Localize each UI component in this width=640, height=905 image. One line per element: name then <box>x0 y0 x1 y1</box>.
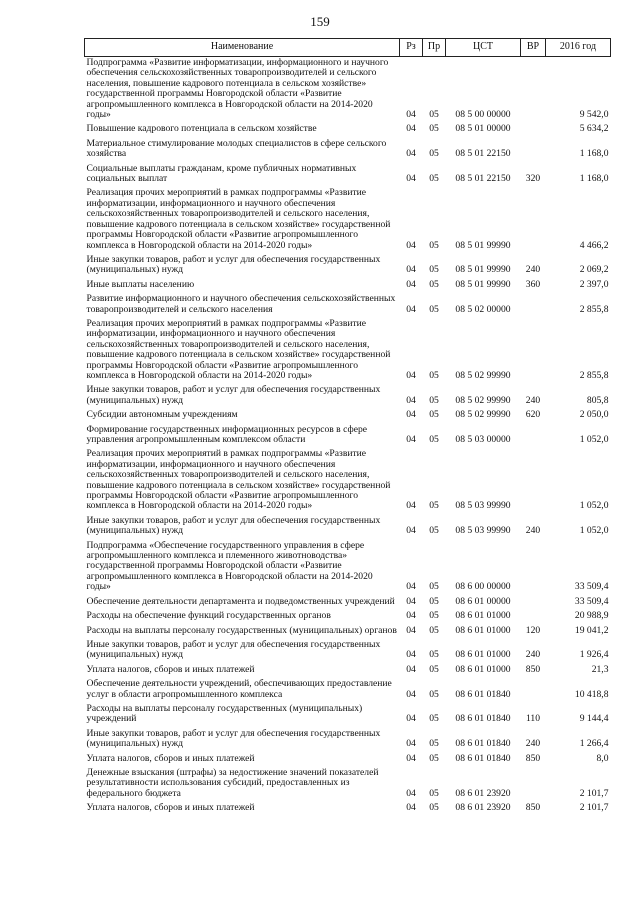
table-row <box>85 540 611 596</box>
cell-cst: 08 5 02 99990 <box>455 369 511 381</box>
cell-name: Расходы на обеспечение функций государственных органов <box>86 610 331 622</box>
cell-amount: 9 542,0 <box>579 109 609 121</box>
cell-name: Материальное стимулирование молодых специалистов в сфере сельского хозяйства <box>86 137 387 160</box>
cell-pr: 05 <box>429 610 439 622</box>
cell-vr: 850 <box>525 663 541 675</box>
cell-pr: 05 <box>429 525 439 537</box>
cell-name: Иные выплаты населению <box>86 278 195 290</box>
column-header-rz: Рз <box>400 39 423 57</box>
cell-cst: 08 5 03 99990 <box>455 500 511 512</box>
cell-cst: 08 5 01 22150 <box>455 148 511 160</box>
cell-name: Иные закупки товаров, работ и услуг для обеспечения государственных (муниципальных) нужд <box>86 384 381 406</box>
cell-name: Реализация прочих мероприятий в рамках подпрограммы «Развитие информатизации, информационного и научного обеспечения сельскохозяйственных товаропроизводителей и сельского населения, повышение кадрового потенциала в сельском хозяйстве» государственной программы Новгородской области «Развитие агропромышленного комплекса в Новгородской области на 2014-2020 годы» <box>86 448 391 512</box>
table-row <box>85 409 611 423</box>
cell-vr: 120 <box>525 624 541 636</box>
cell-pr: 05 <box>429 148 439 160</box>
cell-cst: 08 5 01 99990 <box>455 239 511 251</box>
column-header-vr: ВР <box>521 39 546 57</box>
cell-rz: 04 <box>406 752 416 764</box>
table-row <box>85 802 611 816</box>
cell-vr <box>521 57 546 124</box>
cell-pr: 05 <box>429 173 439 185</box>
cell-rz: 04 <box>406 434 416 445</box>
cell-amount: 2 050,0 <box>579 409 609 421</box>
cell-rz: 04 <box>406 787 416 799</box>
cell-name: Иные закупки товаров, работ и услуг для обеспечения государственных (муниципальных) нужд <box>86 253 381 276</box>
table-body <box>85 57 611 817</box>
cell-rz: 04 <box>406 802 416 814</box>
cell-rz: 04 <box>406 239 416 251</box>
cell-pr: 05 <box>429 787 439 799</box>
cell-pr: 05 <box>429 239 439 251</box>
cell-cst: 08 6 01 01000 <box>455 649 511 661</box>
cell-amount: 1 266,4 <box>579 738 609 750</box>
budget-table <box>84 38 611 817</box>
cell-cst: 08 5 01 99990 <box>455 264 511 276</box>
cell-name: Развитие информационного и научного обеспечения сельскохозяйственных товаропроизводителей и сельского населения <box>86 293 396 315</box>
cell-amount: 9 144,4 <box>579 713 609 725</box>
cell-pr: 05 <box>429 434 439 445</box>
cell-rz: 04 <box>406 688 416 700</box>
cell-pr: 05 <box>429 409 439 421</box>
cell-amount: 5 634,2 <box>579 123 609 135</box>
cell-amount: 2 069,2 <box>579 264 609 276</box>
cell-vr <box>521 424 546 449</box>
cell-vr: 110 <box>525 713 541 725</box>
cell-vr <box>521 767 546 802</box>
cell-rz: 04 <box>406 264 416 276</box>
cell-pr: 05 <box>429 109 439 121</box>
cell-rz: 04 <box>406 109 416 121</box>
cell-amount: 33 509,4 <box>574 595 609 607</box>
cell-name: Иные закупки товаров, работ и услуг для обеспечения государственных (муниципальных) нужд <box>86 727 381 750</box>
cell-name: Подпрограмма «Развитие информатизации, информационного и научного обеспечения сельскохозяйственных товаропроизводителей и сельского населения, повышение кадрового потенциала в сельском хозяйстве» государственной программы Новгородской области «Развитие агропромышленного комплекса в Новгородской области на 2014-2020 годы» <box>86 57 389 121</box>
cell-name: Уплата налогов, сборов и иных платежей <box>86 663 255 675</box>
cell-cst: 08 6 01 01000 <box>455 624 511 636</box>
cell-vr <box>521 187 546 253</box>
table-row <box>85 678 611 703</box>
table-row <box>85 448 611 514</box>
table-row <box>85 138 611 163</box>
table-row <box>85 293 611 318</box>
cell-cst: 08 6 00 00000 <box>455 581 511 593</box>
cell-amount: 1 052,0 <box>579 500 609 512</box>
table-row <box>85 703 611 728</box>
cell-name: Субсидии автономным учреждениям <box>86 409 238 421</box>
cell-cst: 08 6 01 01840 <box>455 713 511 725</box>
cell-name: Реализация прочих мероприятий в рамках подпрограммы «Развитие информатизации, информационного и научного обеспечения сельскохозяйственных товаропроизводителей и сельского населения, повышение кадрового потенциала в сельском хозяйстве» государственной программы Новгородской области «Развитие агропромышленного комплекса в Новгородской области на 2014-2020 годы» <box>86 187 391 251</box>
cell-rz: 04 <box>406 173 416 185</box>
cell-name: Обеспечение деятельности департамента и подведомственных учреждений <box>86 595 395 607</box>
cell-vr: 360 <box>525 278 541 290</box>
cell-amount: 1 926,4 <box>579 649 609 661</box>
cell-vr: 240 <box>525 649 541 661</box>
cell-cst: 08 6 01 01840 <box>455 752 511 764</box>
cell-amount: 2 855,8 <box>579 369 609 381</box>
cell-rz: 04 <box>406 409 416 421</box>
cell-rz: 04 <box>406 663 416 675</box>
cell-name: Уплата налогов, сборов и иных платежей <box>86 752 255 764</box>
table-row <box>85 610 611 624</box>
table-row <box>85 163 611 188</box>
cell-rz: 04 <box>406 123 416 135</box>
cell-cst: 08 6 01 23920 <box>455 802 511 814</box>
page-number: 159 <box>310 14 330 29</box>
cell-pr: 05 <box>429 500 439 512</box>
cell-pr: 05 <box>429 369 439 381</box>
cell-name: Социальные выплаты гражданам, кроме публичных нормативных социальных выплат <box>86 162 357 185</box>
cell-vr <box>521 610 546 624</box>
cell-amount: 20 988,9 <box>574 610 609 622</box>
cell-name: Обеспечение деятельности учреждений, обеспечивающих предоставление услуг в области агропромышленного комплекса <box>86 678 392 700</box>
cell-rz: 04 <box>406 369 416 381</box>
table-header <box>85 39 611 57</box>
column-header-name: Наименование <box>85 39 400 57</box>
cell-amount: 19 041,2 <box>574 624 609 636</box>
cell-name: Подпрограмма «Обеспечение государственного управления в сфере агропромышленного комплекса и племенного животноводства» государственной программы Новгородской области «Развитие агропромышленного комплекса в Новгородской области на 2014-2020 годы» <box>86 539 373 593</box>
cell-rz: 04 <box>406 581 416 593</box>
cell-amount: 1 168,0 <box>579 173 609 185</box>
cell-pr: 05 <box>429 394 439 406</box>
cell-vr: 240 <box>525 738 541 750</box>
cell-rz: 04 <box>406 525 416 537</box>
cell-vr: 850 <box>525 752 541 764</box>
cell-vr: 240 <box>525 525 541 537</box>
cell-amount: 33 509,4 <box>574 581 609 593</box>
cell-cst: 08 5 02 99990 <box>455 409 511 421</box>
cell-pr: 05 <box>429 688 439 700</box>
cell-name: Формирование государственных информационных ресурсов в сфере управления агропромышленным комплексом области <box>86 423 368 445</box>
cell-pr: 05 <box>429 802 439 814</box>
table-row <box>85 254 611 279</box>
cell-cst: 08 5 00 00000 <box>455 109 511 121</box>
cell-vr: 320 <box>525 173 541 185</box>
cell-cst: 08 5 03 99990 <box>455 525 511 537</box>
cell-rz: 04 <box>406 713 416 725</box>
cell-cst: 08 6 01 01000 <box>455 610 511 622</box>
cell-vr: 240 <box>525 264 541 276</box>
cell-vr <box>521 678 546 703</box>
cell-amount: 8,0 <box>596 752 609 764</box>
cell-pr: 05 <box>429 752 439 764</box>
cell-rz: 04 <box>406 610 416 622</box>
table-row <box>85 318 611 384</box>
cell-name: Иные закупки товаров, работ и услуг для обеспечения государственных (муниципальных) нужд <box>86 638 381 661</box>
cell-vr: 240 <box>525 394 541 406</box>
cell-name: Иные закупки товаров, работ и услуг для обеспечения государственных (муниципальных) нужд <box>86 514 381 537</box>
column-header-year: 2016 год <box>546 39 611 57</box>
cell-name: Реализация прочих мероприятий в рамках подпрограммы «Развитие информатизации, информационного и научного обеспечения сельскохозяйственных товаропроизводителей и сельского населения, повышение кадрового потенциала в сельском хозяйстве» государственной программы Новгородской области «Развитие агропромышленного комплекса в Новгородской области на 2014-2020 годы» <box>86 317 391 381</box>
cell-rz: 04 <box>406 649 416 661</box>
cell-cst: 08 6 01 00000 <box>455 595 511 607</box>
cell-cst: 08 5 02 00000 <box>455 303 511 315</box>
table-row <box>85 279 611 293</box>
cell-amount: 805,8 <box>586 394 609 406</box>
cell-amount: 1 052,0 <box>579 434 609 445</box>
cell-cst: 08 6 01 01840 <box>455 738 511 750</box>
cell-name: Уплата налогов, сборов и иных платежей <box>86 802 255 814</box>
cell-vr <box>521 318 546 384</box>
cell-rz: 04 <box>406 394 416 406</box>
table-row <box>85 767 611 802</box>
header-row <box>85 39 611 57</box>
table-row <box>85 664 611 678</box>
cell-pr: 05 <box>429 738 439 750</box>
cell-vr: 850 <box>525 802 541 814</box>
column-header-cst: ЦСТ <box>446 39 521 57</box>
cell-vr <box>521 596 546 610</box>
cell-name: Денежные взыскания (штрафы) за недостижение значений показателей результативности использования субсидий, предоставленных из федерального бюджета <box>86 766 379 799</box>
cell-pr: 05 <box>429 278 439 290</box>
cell-rz: 04 <box>406 595 416 607</box>
column-header-pr: Пр <box>423 39 446 57</box>
cell-rz: 04 <box>406 500 416 512</box>
cell-cst: 08 5 01 00000 <box>455 123 511 135</box>
cell-cst: 08 5 01 22150 <box>455 173 511 185</box>
cell-vr <box>521 540 546 596</box>
cell-rz: 04 <box>406 303 416 315</box>
cell-amount: 2 101,7 <box>579 802 609 814</box>
cell-cst: 08 6 01 01000 <box>455 663 511 675</box>
table-row <box>85 515 611 540</box>
cell-amount: 1 052,0 <box>579 525 609 537</box>
cell-name: Расходы на выплаты персоналу государственных (муниципальных) учреждений <box>86 702 363 725</box>
cell-amount: 2 855,8 <box>579 303 609 315</box>
cell-cst: 08 6 01 23920 <box>455 787 511 799</box>
cell-amount: 1 168,0 <box>579 148 609 160</box>
table-row <box>85 57 611 124</box>
cell-cst: 08 5 02 99990 <box>455 394 511 406</box>
cell-amount: 2 397,0 <box>579 278 609 290</box>
cell-vr: 620 <box>525 409 541 421</box>
table-row <box>85 384 611 409</box>
cell-pr: 05 <box>429 581 439 593</box>
cell-vr <box>521 448 546 514</box>
cell-rz: 04 <box>406 624 416 636</box>
cell-rz: 04 <box>406 148 416 160</box>
table-row <box>85 187 611 253</box>
cell-pr: 05 <box>429 624 439 636</box>
cell-cst: 08 6 01 01840 <box>455 688 511 700</box>
table-row <box>85 625 611 639</box>
cell-pr: 05 <box>429 303 439 315</box>
cell-vr <box>521 293 546 318</box>
cell-name: Расходы на выплаты персоналу государственных (муниципальных) органов <box>86 624 397 636</box>
cell-pr: 05 <box>429 123 439 135</box>
cell-amount: 2 101,7 <box>579 787 609 799</box>
cell-pr: 05 <box>429 713 439 725</box>
cell-pr: 05 <box>429 264 439 276</box>
table-row <box>85 753 611 767</box>
cell-cst: 08 5 03 00000 <box>455 434 511 445</box>
table-row <box>85 728 611 753</box>
cell-name: Повышение кадрового потенциала в сельском хозяйстве <box>86 123 317 135</box>
cell-pr: 05 <box>429 649 439 661</box>
cell-cst: 08 5 01 99990 <box>455 278 511 290</box>
table-row <box>85 639 611 664</box>
table-row <box>85 123 611 137</box>
table-row <box>85 596 611 610</box>
cell-rz: 04 <box>406 278 416 290</box>
cell-vr <box>521 123 546 137</box>
cell-pr: 05 <box>429 595 439 607</box>
cell-amount: 10 418,8 <box>574 688 609 700</box>
cell-amount: 4 466,2 <box>579 239 609 251</box>
cell-vr <box>521 138 546 163</box>
cell-rz: 04 <box>406 738 416 750</box>
cell-pr: 05 <box>429 663 439 675</box>
cell-amount: 21,3 <box>591 663 609 675</box>
table-row <box>85 424 611 449</box>
